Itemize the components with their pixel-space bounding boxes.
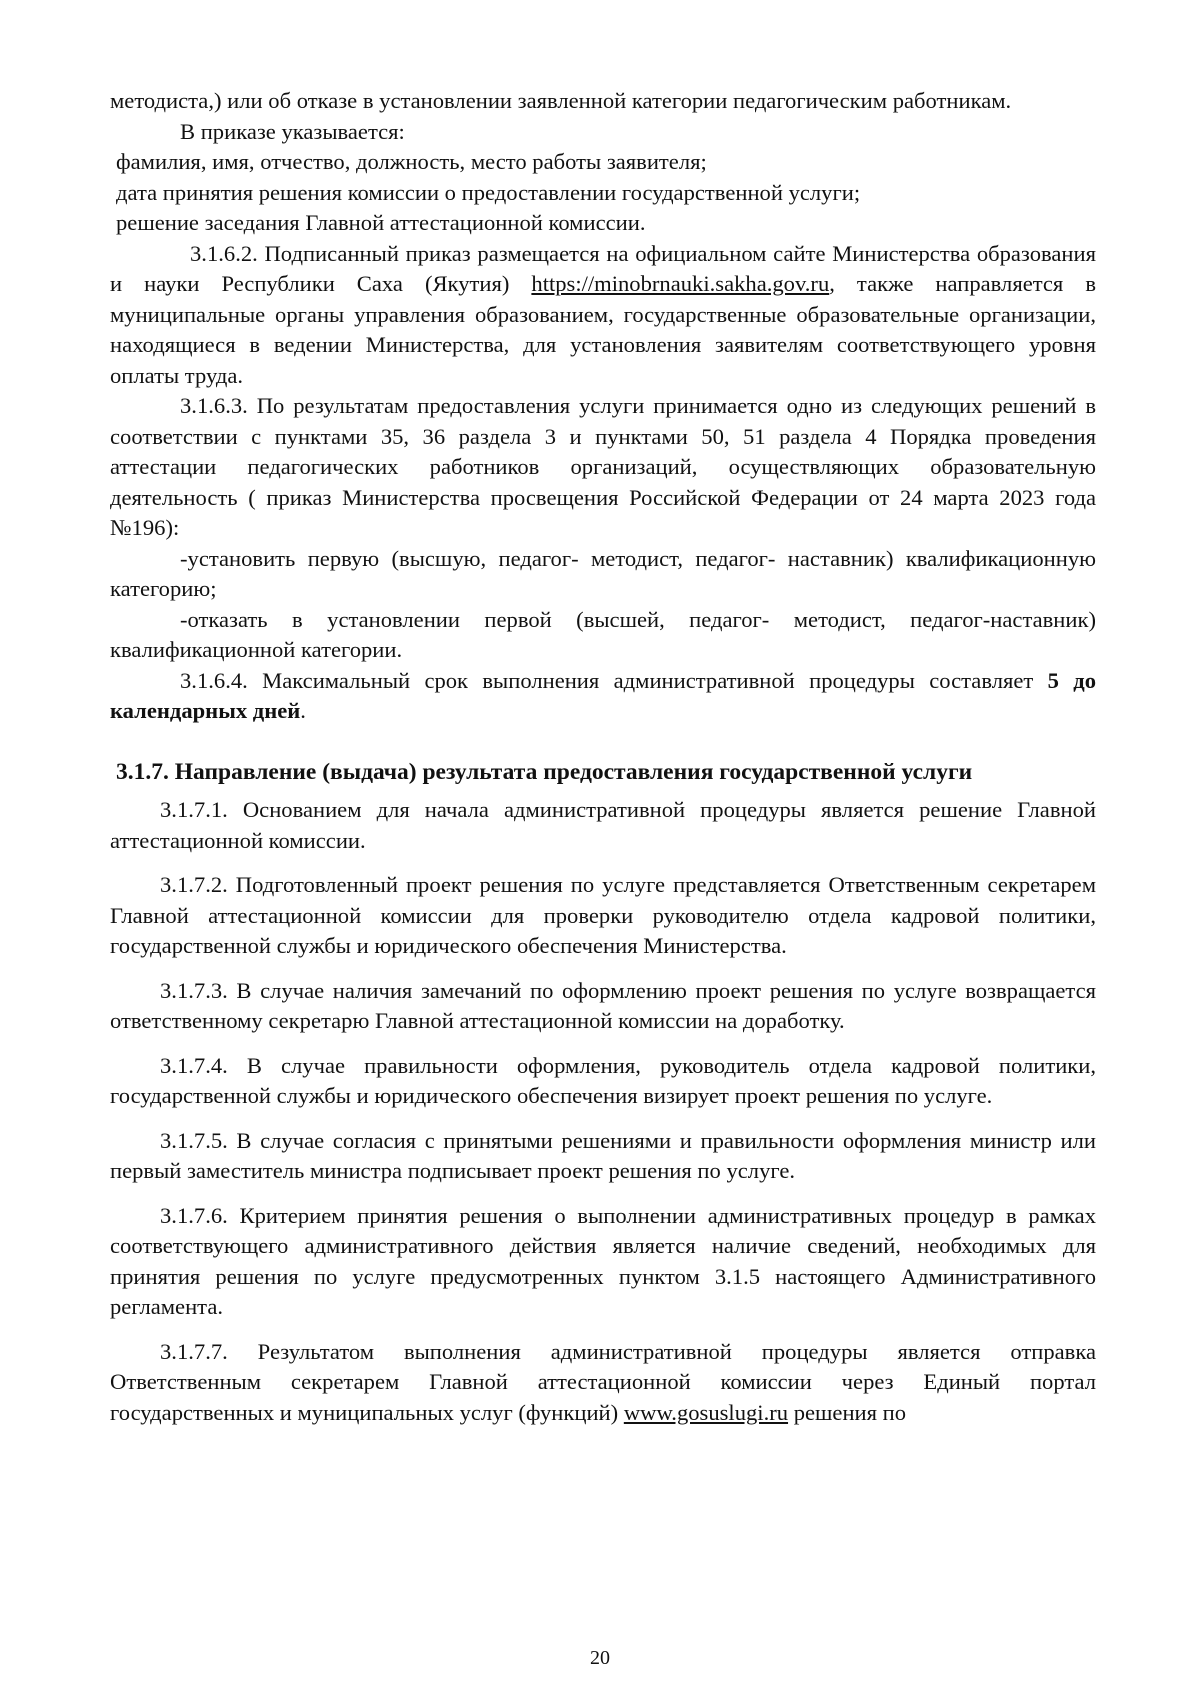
- paragraph-3-1-7-1: 3.1.7.1. Основанием для начала административной процедуры является решение Главной аттестационной комиссии.: [110, 797, 1096, 853]
- gosuslugi-link[interactable]: www.gosuslugi.ru: [623, 1399, 789, 1425]
- paragraph-3-1-6-2-text-end: , также направляется в муниципальные органы управления образованием, государственные образовательные организации, находящиеся в ведении Министерства, для установления заявителям соответствующего уровня оплаты труда.: [110, 271, 1096, 388]
- page-number: 20: [590, 1647, 610, 1669]
- paragraph-decision-refuse: -отказать в установлении первой (высшей, педагог- методист, педагог-наставник) квалификационной категории.: [110, 606, 1096, 662]
- order-item-date: дата принятия решения комиссии о предоставлении государственной услуги;: [116, 179, 861, 205]
- paragraph-decision-establish: -установить первую (высшую, педагог- методист, педагог- наставник) квалификационную категорию;: [110, 545, 1096, 601]
- paragraph-3-1-7-6: 3.1.7.6. Критерием принятия решения о выполнении административных процедур в рамках соответствующего административного действия является наличие сведений, необходимых для принятия решения по услуге предусмотренных пунктом 3.1.5 настоящего Административного регламента.: [110, 1202, 1096, 1319]
- paragraph-3-1-6-2: [110, 239, 1096, 392]
- paragraph-3-1-7-7-text-end: решения по: [788, 1399, 907, 1425]
- document-page: [110, 86, 1096, 1428]
- paragraph-3-1-6-4: [110, 666, 1096, 727]
- order-item-decision: решение заседания Главной аттестационной комиссии.: [116, 210, 646, 235]
- paragraph-3-1-6-2-text-start: 3.1.6.2. Подписанный приказ размещается на официальном сайте Министерства образования и науки Республики Саха (Якутия): [110, 240, 1096, 296]
- paragraph-3-1-6-4-text-start: 3.1.6.4. Максимальный срок выполнения административной процедуры составляет: [180, 667, 1048, 693]
- paragraph-3-1-7-4: 3.1.7.4. В случае правильности оформления, руководитель отдела кадровой политики, государственной службы и юридического обеспечения визирует проект решения по услуге.: [110, 1052, 1096, 1108]
- paragraph-3-1-7-7-text-start: 3.1.7.7. Результатом выполнения административной процедуры является отправка Ответственным секретарем Главной аттестационной комиссии через Единый портал государственных и муниципальных услуг (функций): [110, 1338, 1096, 1425]
- paragraph-3-1-6-3: 3.1.6.3. По результатам предоставления услуги принимается одно из следующих решений в соответствии с пунктами 35, 36 раздела 3 и пунктами 50, 51 раздела 4 Порядка проведения аттестации педагогических работников организаций, осуществляющих образовательную деятельность ( приказ Министерства просвещения Российской Федерации от 24 марта 2023 года №196):: [110, 393, 1096, 540]
- paragraph-3-1-7-3: 3.1.7.3. В случае наличия замечаний по оформлению проект решения по услуге возвращается ответственному секретарю Главной аттестационной комиссии на доработку.: [110, 977, 1096, 1033]
- paragraph-3-1-6-4-text-end: .: [300, 698, 306, 723]
- paragraph-3-1-7-7: [110, 1337, 1096, 1429]
- order-item-name: фамилия, имя, отчество, должность, место работы заявителя;: [116, 149, 707, 174]
- paragraph-order-intro: В приказе указывается:: [180, 118, 405, 144]
- paragraph-3-1-7-5: 3.1.7.5. В случае согласия с принятыми решениями и правильности оформления министр или первый заместитель министра подписывает проект решения по услуге.: [110, 1127, 1096, 1183]
- paragraph-3-1-7-2: 3.1.7.2. Подготовленный проект решения по услуге представляется Ответственным секретарем Главной аттестационной комиссии для проверки руководителю отдела кадровой политики, государственной службы и юридического обеспечения Министерства.: [110, 872, 1096, 958]
- ministry-site-link[interactable]: https://minobrnauki.sakha.gov.ru: [531, 271, 830, 296]
- paragraph-3-1-6-4-bold-term: 5 до календарных дней: [110, 667, 1096, 723]
- paragraph-intro: методиста,) или об отказе в установлении заявленной категории педагогическим работникам.: [110, 88, 1012, 113]
- section-heading-3-1-7: 3.1.7. Направление (выдача) результата предоставления государственной услуги: [116, 758, 973, 785]
